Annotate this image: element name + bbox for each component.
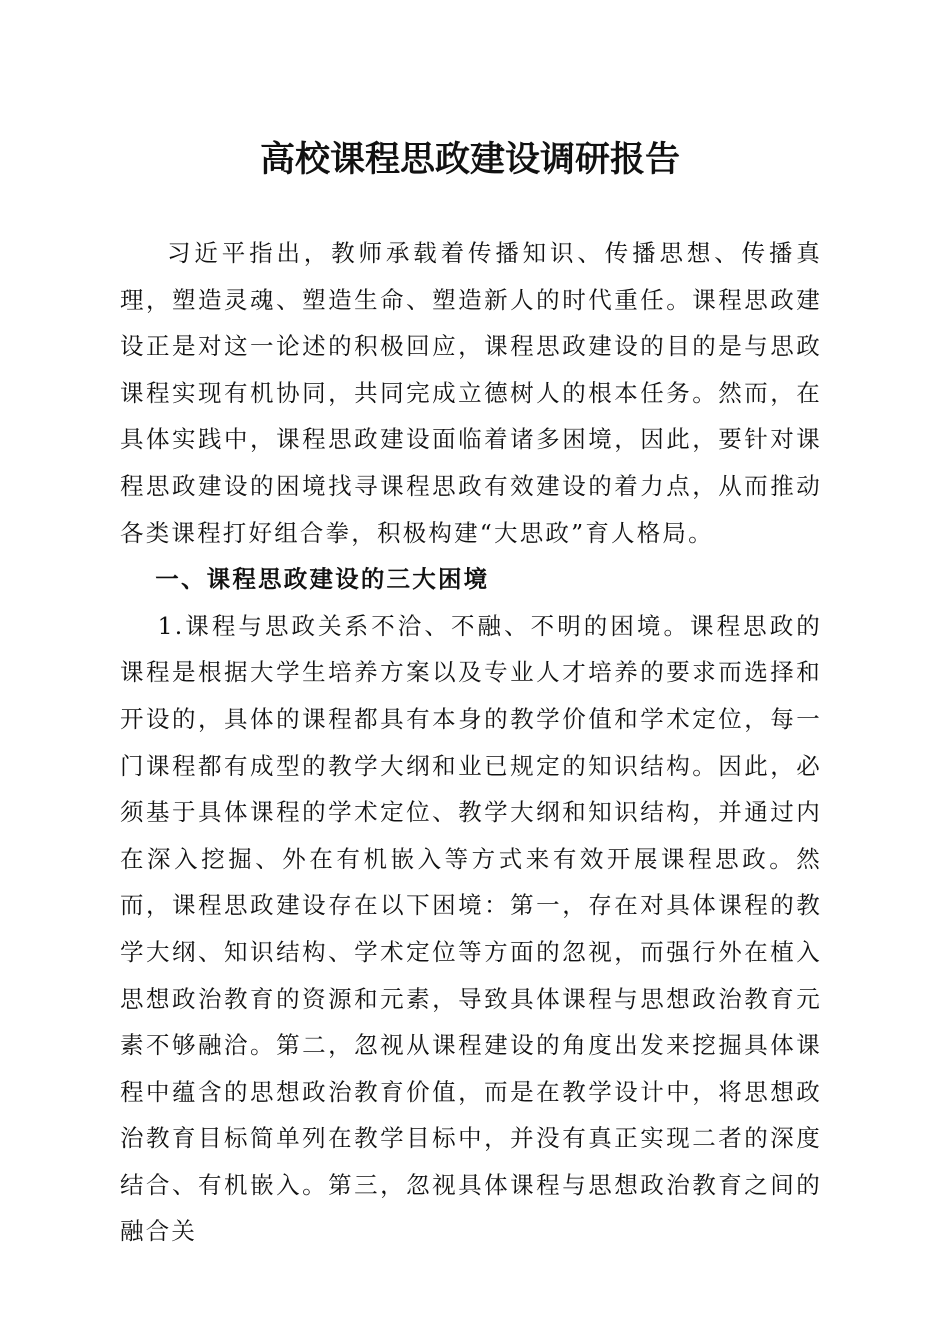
- section-heading: 一、课程思政建设的三大困境: [155, 565, 490, 594]
- document-body: [120, 230, 822, 1255]
- section-paragraph: 1.课程与思政关系不洽、不融、不明的困境。课程思政的课程是根据大学生培养方案以及专业人才培养的要求而选择和开设的，具体的课程都具有本身的教学价值和学术定位，每一门课程都有成型的教学大纲和业已规定的知识结构。因此，必须基于具体课程的学术定位、教学大纲和知识结构，并通过内在深入挖掘、外在有机嵌入等方式来有效开展课程思政。然而，课程思政建设存在以下困境：第一，存在对具体课程的教学大纲、知识结构、学术定位等方面的忽视，而强行外在植入思想政治教育的资源和元素，导致具体课程与思想政治教育元素不够融洽。第二，忽视从课程建设的角度出发来挖掘具体课程中蕴含的思想政治教育价值，而是在教学设计中，将思想政治教育目标简单列在教学目标中，并没有真正实现二者的深度结合、有机嵌入。第三，忽视具体课程与思想政治教育之间的融合关: [120, 611, 822, 1246]
- intro-paragraph: 习近平指出，教师承载着传播知识、传播思想、传播真理，塑造灵魂、塑造生命、塑造新人的时代重任。课程思政建设正是对这一论述的积极回应，课程思政建设的目的是与思政课程实现有机协同，共同完成立德树人的根本任务。然而，在具体实践中，课程思政建设面临着诸多困境，因此，要针对课程思政建设的困境找寻课程思政有效建设的着力点，从而推动各类课程打好组合拳，积极构建“大思政”育人格局。: [120, 239, 822, 547]
- document-title: 高校课程思政建设调研报告: [259, 139, 680, 180]
